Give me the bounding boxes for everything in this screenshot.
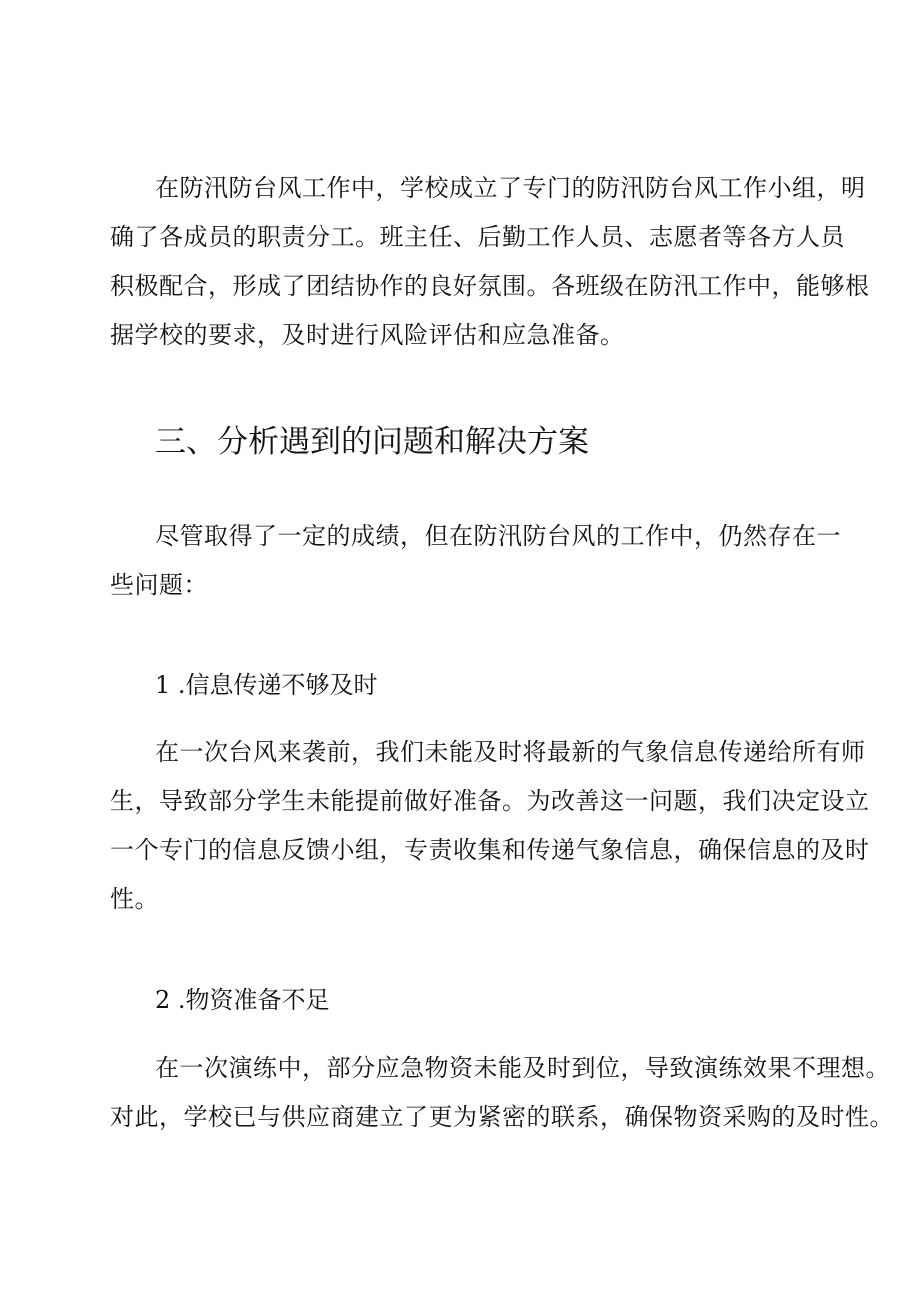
paragraph-line: 尽管取得了一定的成绩，但在防汛防台风的工作中，仍然存在一 [155,522,841,550]
paragraph-line: 确了各成员的职责分工。班主任、后勤工作人员、志愿者等各方人员 [110,223,845,251]
paragraph-line: 据学校的要求，及时进行风险评估和应急准备。 [110,321,625,349]
paragraph-line: 对此，学校已与供应商建立了更为紧密的联系，确保物资采购的及时性。 [110,1103,894,1131]
paragraph-problems-intro [110,512,875,610]
paragraph-line: 在一次台风来袭前，我们未能及时将最新的气象信息传递给所有师 [155,738,866,766]
paragraph-team-cooperation [110,164,875,360]
paragraph-supplies-problem [110,1044,894,1142]
item-title-supplies: 2 .物资准备不足 [155,986,330,1014]
paragraph-line: 积极配合，形成了团结协作的良好氛围。各班级在防汛工作中，能够根 [110,272,870,300]
paragraph-line: 些问题： [110,571,208,599]
paragraph-line: 生，导致部分学生未能提前做好准备。为改善这一问题，我们决定设立 [110,787,870,815]
item-title-information: 1 .信息传递不够及时 [155,671,378,699]
paragraph-line: 性。 [110,885,159,913]
paragraph-line: 一个专门的信息反馈小组，专责收集和传递气象信息，确保信息的及时 [110,836,870,864]
section-heading: 三、分析遇到的问题和解决方案 [155,424,589,460]
paragraph-line: 在防汛防台风工作中，学校成立了专门的防汛防台风工作小组，明 [155,174,866,202]
paragraph-line: 在一次演练中，部分应急物资未能及时到位，导致演练效果不理想。 [155,1054,890,1082]
paragraph-information-problem [110,728,875,924]
